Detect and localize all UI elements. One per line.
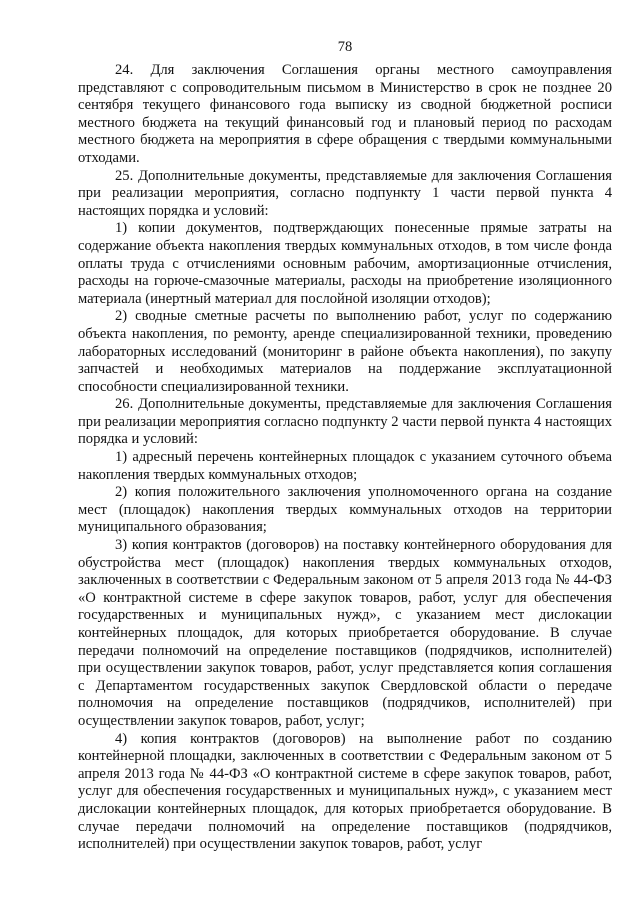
paragraph-25-item-2: 2) сводные сметные расчеты по выполнению работ, услуг по содержанию объекта накопления, по ремонту, аренде специализированной техники, проведению лабораторных исследований (мониторинг в районе объекта накопления), по закупу запчастей и необходимых материалов на поддержание эксплуатационной способности специализированной техники. [78, 308, 612, 395]
paragraph-26: 26. Дополнительные документы, представляемые для заключения Соглашения при реализации мероприятия согласно подпункту 2 части первой пункта 4 настоящих порядка и условий: [78, 396, 612, 448]
paragraph-24: 24. Для заключения Соглашения органы местного самоуправления представляют с сопроводительным письмом в Министерство в срок не позднее 20 сентября текущего финансового года выписку из сводной бюджетной росписи местного бюджета на текущий финансовый год и плановый период по расходам местного бюджета на мероприятия в сфере обращения с твердыми коммунальными отходами. [78, 62, 612, 166]
paragraph-26-item-3: 3) копия контрактов (договоров) на поставку контейнерного оборудования для обустройства мест (площадок) накопления твердых коммунальных отходов, заключенных в соответствии с Федеральным законом от 5 апреля 2013 года № 44-ФЗ «О контрактной системе в сфере закупок товаров, работ, услуг для обеспечения государственных и муниципальных нужд», с указанием мест дислокации контейнерных площадок, для которых приобретается оборудование. В случае передачи полномочий на определение поставщиков (подрядчиков, исполнителей) при осуществлении закупок товаров, работ, услуг представляется копия соглашения с Департаментом государственных закупок Свердловской области о передаче полномочия на определение поставщиков (подрядчиков, исполнителей) при осуществлении закупок товаров, работ, услуг; [78, 537, 612, 729]
page-number: 78 [337, 39, 353, 55]
paragraph-26-item-1: 1) адресный перечень контейнерных площадок с указанием суточного объема накопления твердых коммунальных отходов; [78, 449, 612, 483]
paragraph-25-item-1: 1) копии документов, подтверждающих понесенные прямые затраты на содержание объекта накопления твердых коммунальных отходов, в том числе фонда оплаты труда с отчислениями основным рабочим, амортизационные отчисления, расходы на горюче-смазочные материалы, расходы на приобретение изоляционного материала (инертный материал для послойной изоляции отходов); [78, 220, 612, 307]
paragraph-26-item-4: 4) копия контрактов (договоров) на выполнение работ по созданию контейнерной площадки, заключенных в соответствии с Федеральным законом от 5 апреля 2013 года № 44-ФЗ «О контрактной системе в сфере закупок товаров, работ, услуг для обеспечения государственных и муниципальных нужд», с указанием мест дислокации контейнерных площадок, для которых приобретается оборудование. В случае передачи полномочий на определение поставщиков (подрядчиков, исполнителей) при осуществлении закупок товаров, работ, услуг [78, 730, 612, 853]
paragraph-26-item-2: 2) копия положительного заключения уполномоченного органа на создание мест (площадок) накопления твердых коммунальных отходов на территории муниципального образования; [78, 484, 612, 536]
paragraph-25: 25. Дополнительные документы, представляемые для заключения Соглашения при реализации мероприятия, согласно подпункту 1 части первой пункта 4 настоящих порядка и условий: [78, 167, 612, 219]
